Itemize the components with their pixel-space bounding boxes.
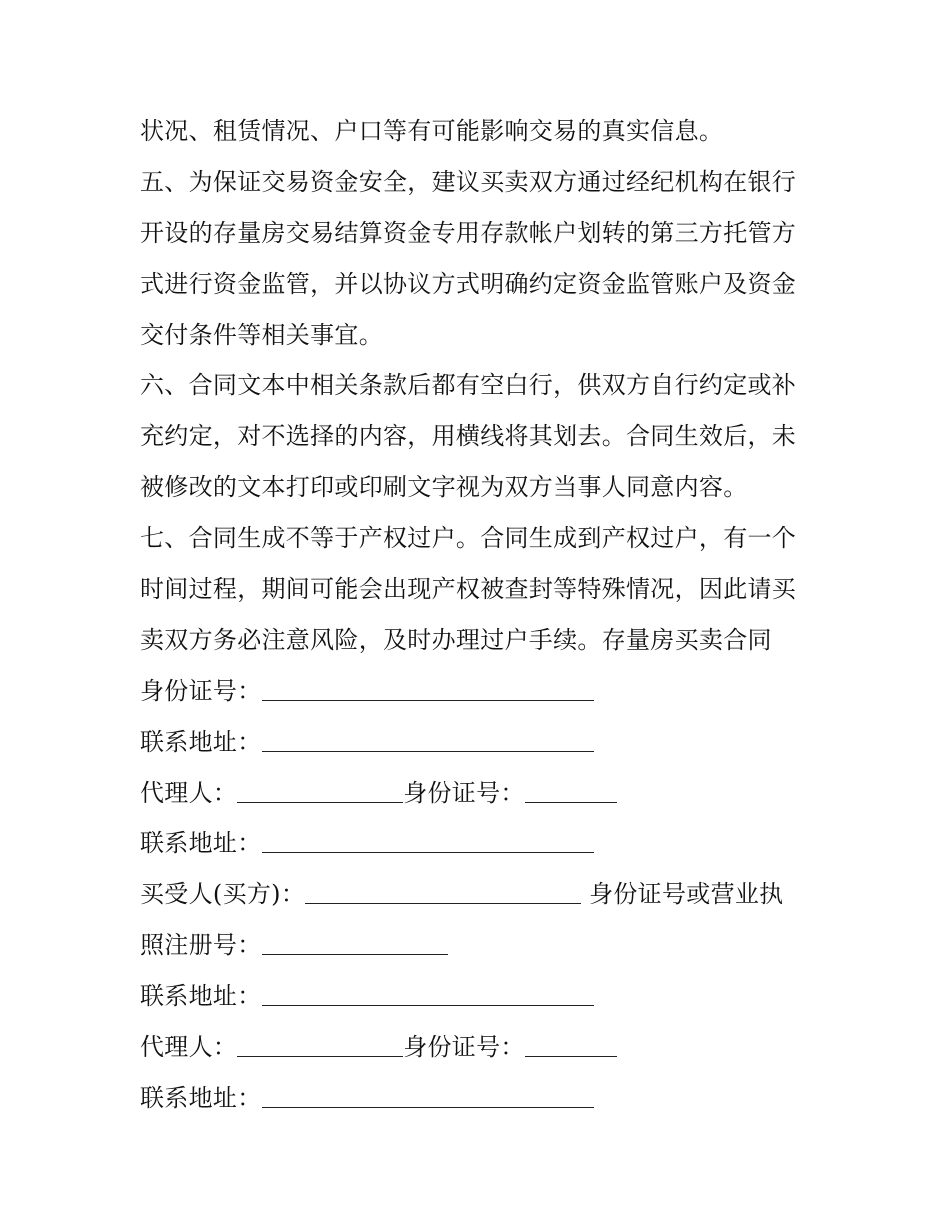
seller-address-row — [140, 717, 820, 768]
text-line: 状况、租赁情况、户口等有可能影响交易的真实信息。 — [140, 117, 724, 145]
seller-address-label: 联系地址： — [140, 727, 262, 756]
seller-id-blank[interactable] — [262, 674, 594, 701]
buyer-agent-address-blank[interactable] — [262, 1081, 594, 1108]
buyer-agent-address-row — [140, 1073, 820, 1124]
seller-id-label: 身份证号： — [140, 676, 262, 705]
seller-agent-label: 代理人： — [140, 778, 238, 807]
text-line: 七、合同生成不等于产权过户。合同生成到产权过户，有一个 — [140, 524, 797, 553]
text-line: 卖双方务必注意风险，及时办理过户手续。存量房买卖合同 — [140, 625, 772, 654]
seller-address-blank[interactable] — [262, 725, 594, 752]
buyer-agent-blank[interactable] — [237, 1030, 403, 1057]
buyer-name-blank[interactable] — [305, 877, 581, 904]
text-line: 式进行资金监管，并以协议方式明确约定资金监管账户及资金 — [140, 269, 797, 298]
buyer-label: 买受人(买方)： — [140, 880, 306, 909]
text-line: 六、合同文本中相关条款后都有空白行，供双方自行约定或补 — [140, 371, 797, 400]
text-line: 被修改的文本打印或印刷文字视为双方当事人同意内容。 — [140, 473, 748, 502]
seller-agent-address-blank[interactable] — [262, 826, 594, 853]
seller-agent-id-label: 身份证号： — [403, 778, 525, 807]
buyer-address-row — [140, 971, 820, 1022]
seller-id-row — [140, 666, 820, 717]
seller-agent-blank[interactable] — [237, 776, 403, 803]
buyer-agent-address-label: 联系地址： — [140, 1083, 262, 1112]
buyer-reg-label: 照注册号： — [140, 931, 262, 960]
text-line: 交付条件等相关事宜。 — [140, 320, 383, 349]
buyer-reg-blank[interactable] — [262, 928, 448, 955]
buyer-agent-label: 代理人： — [140, 1033, 238, 1062]
seller-agent-id-blank[interactable] — [525, 776, 617, 803]
text-line: 五、为保证交易资金安全，建议买卖双方通过经纪机构在银行 — [140, 167, 797, 196]
buyer-agent-row — [140, 1022, 820, 1073]
buyer-row — [140, 869, 820, 920]
buyer-agent-id-label: 身份证号： — [403, 1033, 525, 1062]
seller-agent-address-row — [140, 818, 820, 869]
seller-agent-address-label: 联系地址： — [140, 829, 262, 858]
buyer-address-blank[interactable] — [262, 979, 594, 1006]
buyer-reg-row — [140, 920, 820, 971]
seller-agent-row — [140, 768, 820, 819]
text-line: 时间过程，期间可能会出现产权被查封等特殊情况，因此请买 — [140, 575, 797, 604]
buyer-address-label: 联系地址： — [140, 982, 262, 1011]
text-line: 充约定，对不选择的内容，用横线将其划去。合同生效后，未 — [140, 422, 797, 451]
text-line: 开设的存量房交易结算资金专用存款帐户划转的第三方托管方 — [140, 218, 797, 247]
buyer-id-label: 身份证号或营业执 — [589, 880, 784, 909]
buyer-agent-id-blank[interactable] — [525, 1030, 617, 1057]
document-content — [140, 106, 820, 1124]
